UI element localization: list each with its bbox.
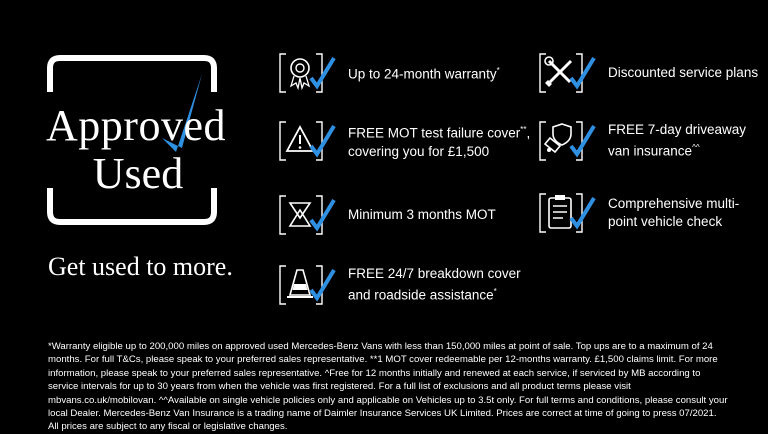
clipboard-checklist-icon	[536, 190, 598, 236]
mot-triangles-icon	[276, 192, 338, 238]
feature-text-line2: van insurance	[608, 143, 693, 159]
feature-text: FREE 24/7 breakdown cover	[348, 266, 521, 282]
footnote-mark: **	[520, 125, 527, 135]
feature-text-line2: covering you for £1,500	[348, 143, 490, 159]
feature-text: FREE MOT test failure cover	[348, 125, 521, 141]
feature-text-line2: and roadside assistance	[348, 287, 494, 303]
feature-minimum-mot	[276, 192, 496, 238]
logo-word-used: Used	[92, 149, 184, 198]
feature-text-line2: point vehicle check	[608, 214, 723, 229]
feature-mot-failure-cover	[276, 118, 530, 164]
feature-text: Comprehensive multi-	[608, 196, 740, 211]
feature-warranty	[276, 50, 500, 96]
feature-text: Minimum 3 months MOT	[348, 207, 496, 222]
footnote-mark: *	[493, 287, 497, 297]
tagline: Get used to more.	[48, 252, 233, 281]
feature-driveaway-insurance	[536, 118, 746, 164]
feature-text: FREE 7-day driveaway	[608, 122, 747, 138]
logo-word-approved: Approved	[46, 101, 226, 150]
footnote-mark: ^^	[692, 143, 700, 153]
traffic-cone-icon	[276, 262, 338, 308]
tools-icon	[536, 50, 598, 96]
feature-vehicle-check	[536, 190, 739, 236]
rosette-icon	[276, 50, 338, 96]
car-shield-icon	[536, 118, 598, 164]
footnote-mark: *	[496, 66, 500, 76]
feature-service-plans	[536, 50, 758, 96]
feature-text: Discounted service plans	[608, 65, 759, 80]
warning-triangle-icon	[276, 118, 338, 164]
legal-disclaimer: *Warranty eligible up to 200,000 miles on approved used Mercedes-Benz Vans with less than 150,000 miles at point of sale. Top ups are to a maximum of 24 months. For full T&Cs, please speak to your preferred sales representative. **1 MOT cover redeemable per 12-months warranty. £1,500 claims limit. For more information, please speak to your preferred sales representative. ^Free for 12 months initially and renewed at each service, if serviced by MB according to service intervals for up to 30 years from when the vehicle was first registered. For a full list of exclusions and all product terms please visit mbvans.co.uk/mobilovan. ^^Available on single vehicle policies only and applicable on Vehicles up to 3.5t only. For full terms and conditions, please consult your local Dealer. Mercedes-Benz Van Insurance is a trading name of Daimler Insurance Services UK Limited. Prices are correct at time of going to press 07/2021. All prices are subject to any fiscal or legislative changes.	[48, 341, 728, 433]
feature-breakdown-cover	[276, 262, 521, 308]
feature-text: Up to 24-month warranty	[348, 66, 497, 82]
feature-text-punct: ,	[526, 125, 531, 141]
approved-used-logo	[44, 52, 226, 228]
